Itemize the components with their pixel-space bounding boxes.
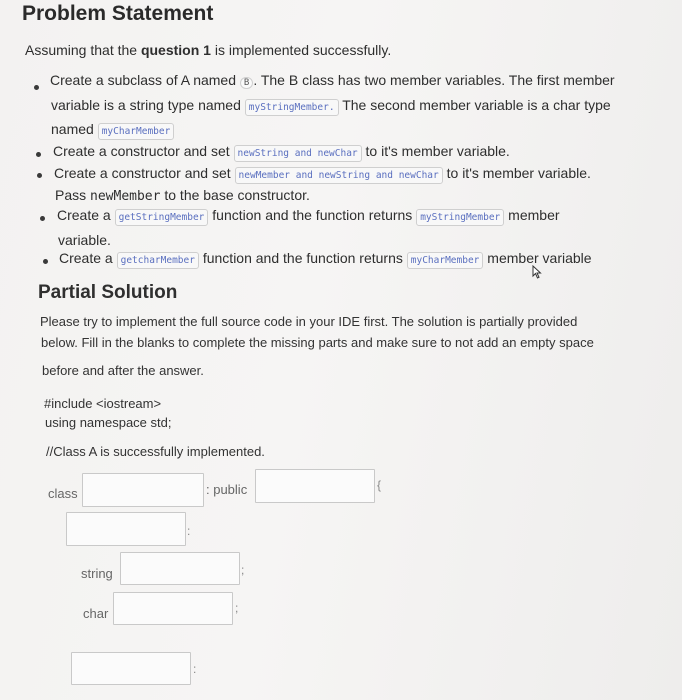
- instructions-line-3: before and after the answer.: [42, 363, 204, 378]
- b3-new-member: newMember: [90, 189, 161, 204]
- b5-text-a: Create a: [59, 250, 117, 266]
- bullet-1-line-3: [51, 121, 174, 140]
- intro-pre: Assuming that the: [25, 42, 141, 58]
- code-get-char-member: getcharMember: [117, 252, 199, 269]
- class-b-badge: B: [240, 77, 253, 89]
- bullet-3-line-1: [54, 165, 591, 184]
- code-comment: //Class A is successfully implemented.: [46, 444, 265, 459]
- code-my-string-member: myStringMember.: [245, 99, 339, 116]
- blank-char-member-input[interactable]: [113, 592, 233, 625]
- code-include: #include <iostream>: [44, 396, 162, 411]
- bullet-3-line-2: [55, 187, 310, 204]
- blank-class-name-input[interactable]: [82, 473, 204, 507]
- bullet-1-line-1: [50, 72, 615, 89]
- semicolon-2: ;: [235, 601, 239, 615]
- b3-text-b: to it's member variable.: [442, 165, 591, 181]
- b3-text-a: Create a constructor and set: [54, 165, 235, 181]
- instructions-line-1: Please try to implement the full source code in your IDE first. The solution is partially provided: [40, 314, 578, 329]
- b3-text-d: to the base constructor.: [160, 187, 310, 203]
- bullet-2: [53, 143, 510, 162]
- b4-text-a: Create a: [57, 207, 115, 223]
- intro-post: is implemented successfully.: [210, 42, 392, 58]
- bullet-dot: [43, 259, 48, 264]
- bullet-4-line-2: variable.: [58, 232, 111, 248]
- semicolon-1: ;: [241, 563, 245, 577]
- code-using-namespace: using namespace std;: [45, 415, 172, 430]
- b2-text-a: Create a constructor and set: [53, 143, 234, 159]
- b5-text-c: member variable: [483, 250, 592, 266]
- b1-text-e: named: [51, 121, 98, 137]
- bullet-1-line-2: [51, 97, 611, 116]
- code-get-string-member: getStringMember: [115, 209, 209, 226]
- b1-text-b: . The B class has two member variables. The first member: [253, 72, 615, 88]
- intro-text: [25, 42, 391, 58]
- bullet-4-line-1: [57, 207, 560, 226]
- bullet-dot: [40, 216, 45, 221]
- b5-text-b: function and the function returns: [198, 250, 407, 266]
- problem-statement-title: Problem Statement: [22, 2, 214, 25]
- code-my-char-member-2: myCharMember: [407, 252, 484, 269]
- blank-access-specifier-2-input[interactable]: [71, 652, 191, 685]
- bullet-dot: [34, 85, 39, 90]
- code-new-member-string-char: newMember and newString and newChar: [235, 167, 443, 184]
- blank-access-specifier-input[interactable]: [66, 512, 186, 546]
- blank-string-member-input[interactable]: [120, 552, 240, 585]
- b2-text-b: to it's member variable.: [361, 143, 510, 159]
- b4-text-c: member: [504, 207, 560, 223]
- b1-text-c: variable is a string type named: [51, 97, 245, 113]
- b4-text-b: function and the function returns: [208, 207, 417, 223]
- code-my-char-member: myCharMember: [98, 123, 175, 140]
- b1-text-a: Create a subclass of A named: [50, 72, 240, 88]
- partial-solution-title: Partial Solution: [38, 282, 178, 303]
- char-keyword: char: [83, 606, 109, 621]
- instructions-line-2: below. Fill in the blanks to complete the missing parts and make sure to not add an empty space: [41, 335, 594, 350]
- code-new-string-new-char: newString and newChar: [234, 145, 362, 162]
- mouse-cursor-icon: [531, 265, 543, 279]
- b1-text-d: The second member variable is a char type: [338, 97, 611, 113]
- string-keyword: string: [81, 566, 113, 581]
- code-my-string-member-2: myStringMember: [416, 209, 504, 226]
- open-brace: {: [377, 478, 382, 492]
- blank-base-class-input[interactable]: [255, 469, 375, 503]
- intro-bold: question 1: [140, 42, 211, 58]
- bullet-dot: [36, 152, 41, 157]
- bullet-dot: [37, 173, 42, 178]
- b3-text-c: Pass: [55, 187, 91, 203]
- colon-1: :: [187, 524, 191, 538]
- bullet-5: [59, 250, 592, 269]
- public-keyword: : public: [206, 482, 248, 497]
- class-keyword: class: [48, 486, 78, 501]
- colon-2: :: [193, 662, 197, 676]
